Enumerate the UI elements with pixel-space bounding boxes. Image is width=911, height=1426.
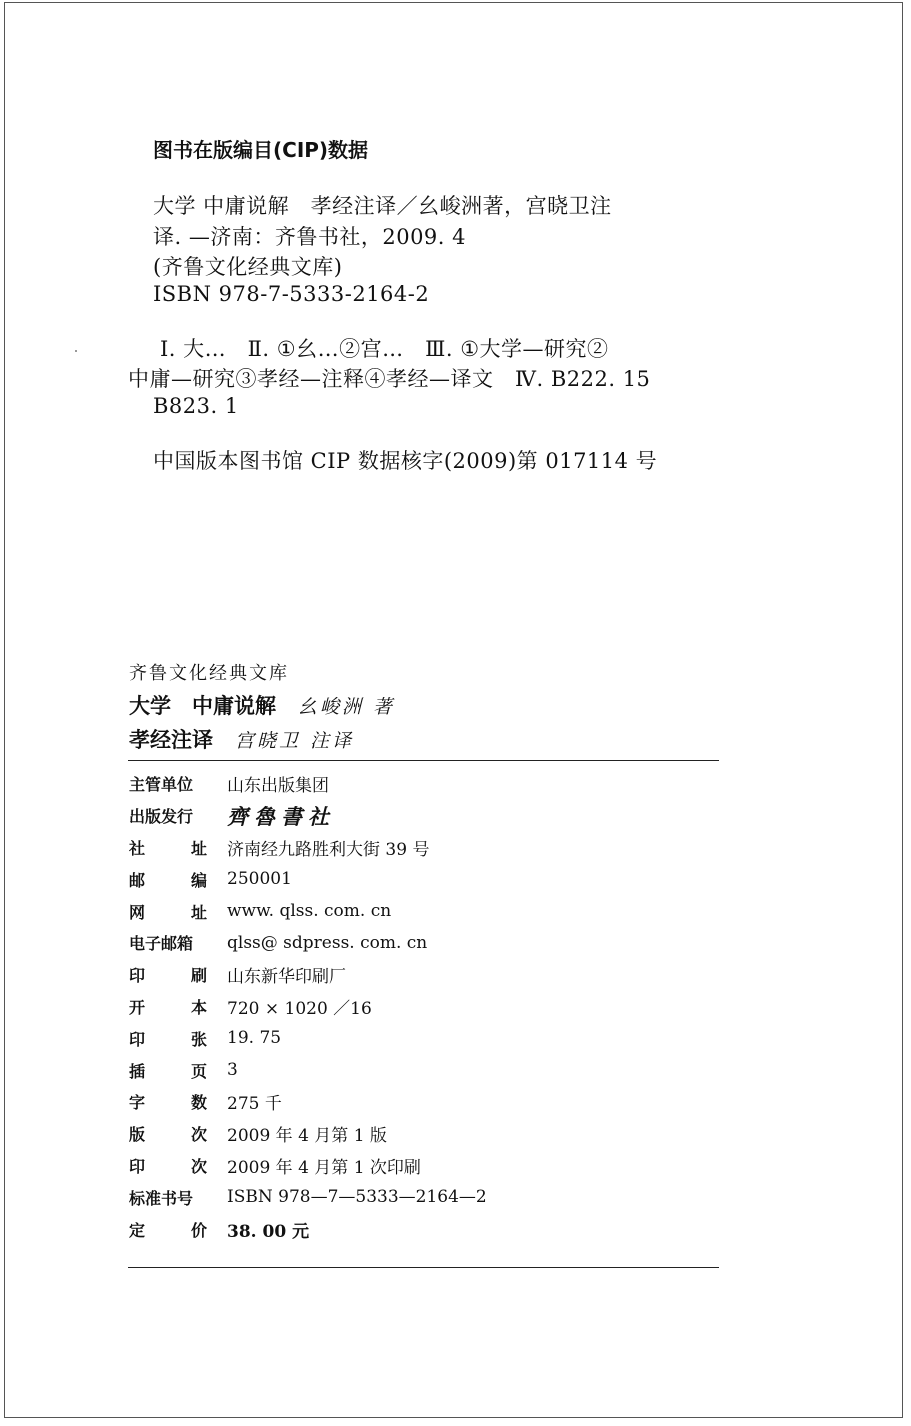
label-text: 社: [129, 838, 146, 858]
label-text: 插: [129, 1061, 146, 1081]
imprint-row-format: [129, 991, 719, 1023]
imprint-value: 19. 75: [227, 1028, 282, 1049]
imprint-value: 济南经九路胜利大街 39 号: [227, 839, 430, 860]
imprint-value: 720 × 1020 ／16: [227, 998, 372, 1019]
imprint-row-plates: [129, 1054, 719, 1086]
label-text: 印: [129, 966, 146, 986]
cip-publisher-line: 译. —济南：齐鲁书社，2009. 4: [153, 225, 467, 249]
label-text: 刷: [190, 966, 207, 986]
imprint-list: [129, 768, 719, 1245]
imprint-label: [129, 900, 227, 923]
imprint-label: [129, 995, 227, 1018]
label-text: 开: [129, 997, 146, 1017]
cip-classification-line: Ⅰ. 大… Ⅱ. ①幺…②宫… Ⅲ. ①大学—研究②: [160, 337, 609, 361]
label-text: 主管单位: [129, 775, 194, 795]
imprint-row-wordcount: [129, 1086, 719, 1118]
label-text: 编: [190, 870, 207, 890]
label-text: 次: [190, 1156, 207, 1176]
imprint-value: 275 千: [227, 1094, 282, 1115]
cip-title-line: 大学 中庸说解 孝经注译／幺峻洲著，宫晓卫注: [153, 194, 612, 218]
imprint-label: [129, 1059, 227, 1082]
label-text: 址: [190, 902, 207, 922]
imprint-row-edition: [129, 1118, 719, 1150]
series-name: 齐鲁文化经典文库: [129, 663, 289, 684]
label-text: 字: [129, 1093, 146, 1113]
cip-classification-line: B823. 1: [153, 394, 239, 418]
imprint-row-supervisor: [129, 768, 719, 800]
imprint-label: [129, 963, 227, 986]
imprint-label: [129, 804, 227, 827]
label-text: 印: [129, 1156, 146, 1176]
label-text: 本: [190, 997, 207, 1017]
imprint-row-sheets: [129, 1022, 719, 1054]
email-address: qlss@ sdpress. com. cn: [227, 932, 428, 953]
imprint-value: 2009 年 4 月第 1 版: [227, 1126, 387, 1147]
label-text: 址: [190, 838, 207, 858]
imprint-label: [129, 1122, 227, 1145]
imprint-row-address: [129, 832, 719, 864]
imprint-label: [129, 836, 227, 859]
label-text: 定: [129, 1220, 146, 1240]
website-link: www. qlss. com. cn: [227, 901, 392, 922]
publisher-logo-text: 齊魯書社: [227, 803, 335, 829]
book-title-line: [129, 690, 395, 720]
label-text: 标准书号: [129, 1188, 194, 1208]
label-text: 张: [190, 1029, 207, 1049]
imprint-row-website: [129, 895, 719, 927]
imprint-value: 山东新华印刷厂: [227, 967, 346, 988]
label-text: 印: [129, 1029, 146, 1049]
imprint-row-printing: [129, 1150, 719, 1182]
label-text: 数: [190, 1093, 207, 1113]
cip-verification-number: 中国版本图书馆 CIP 数据核字(2009)第 017114 号: [153, 449, 658, 473]
label-text: 网: [129, 902, 146, 922]
imprint-row-isbn: [129, 1181, 719, 1213]
imprint-value: 250001: [227, 869, 292, 890]
book-title-line: [129, 724, 354, 754]
imprint-label: [129, 1218, 227, 1241]
imprint-label: [129, 868, 227, 891]
label-text: 价: [190, 1220, 207, 1240]
label-text: 页: [190, 1061, 207, 1081]
imprint-label: [129, 1186, 227, 1209]
imprint-value: 2009 年 4 月第 1 次印刷: [227, 1157, 421, 1178]
translator-credit: 宫晓卫 注译: [235, 730, 355, 752]
imprint-label: [129, 1090, 227, 1113]
imprint-label: [129, 1027, 227, 1050]
scan-speck: [75, 350, 77, 352]
imprint-label: [129, 931, 227, 954]
imprint-row-postcode: [129, 863, 719, 895]
divider: [128, 1267, 719, 1268]
imprint-label: [129, 1154, 227, 1177]
book-title: 孝经注译: [129, 728, 213, 752]
cip-heading: 图书在版编目(CIP)数据: [153, 138, 369, 162]
imprint-row-price: [129, 1213, 719, 1245]
imprint-row-email: [129, 927, 719, 959]
price-value: 38. 00 元: [227, 1221, 310, 1242]
imprint-row-printer: [129, 959, 719, 991]
author-credit: 幺峻洲 著: [298, 696, 396, 718]
imprint-row-publisher: [129, 800, 719, 832]
label-text: 次: [190, 1125, 207, 1145]
imprint-value: 山东出版集团: [227, 776, 329, 797]
cip-isbn-line: ISBN 978-7-5333-2164-2: [153, 282, 430, 306]
divider: [128, 760, 719, 761]
label-text: 版: [129, 1125, 146, 1145]
isbn-value: ISBN 978—7—5333—2164—2: [227, 1187, 487, 1208]
imprint-label: [129, 772, 227, 795]
label-text: 电子邮箱: [129, 934, 194, 954]
label-text: 出版发行: [129, 807, 194, 827]
cip-classification-line: 中庸—研究③孝经—注释④孝经—译文 Ⅳ. B222. 15: [128, 367, 651, 391]
book-title: 大学 中庸说解: [129, 694, 276, 718]
cip-series-line: (齐鲁文化经典文库): [153, 255, 343, 279]
label-text: 邮: [129, 870, 146, 890]
imprint-value: 3: [227, 1060, 238, 1081]
